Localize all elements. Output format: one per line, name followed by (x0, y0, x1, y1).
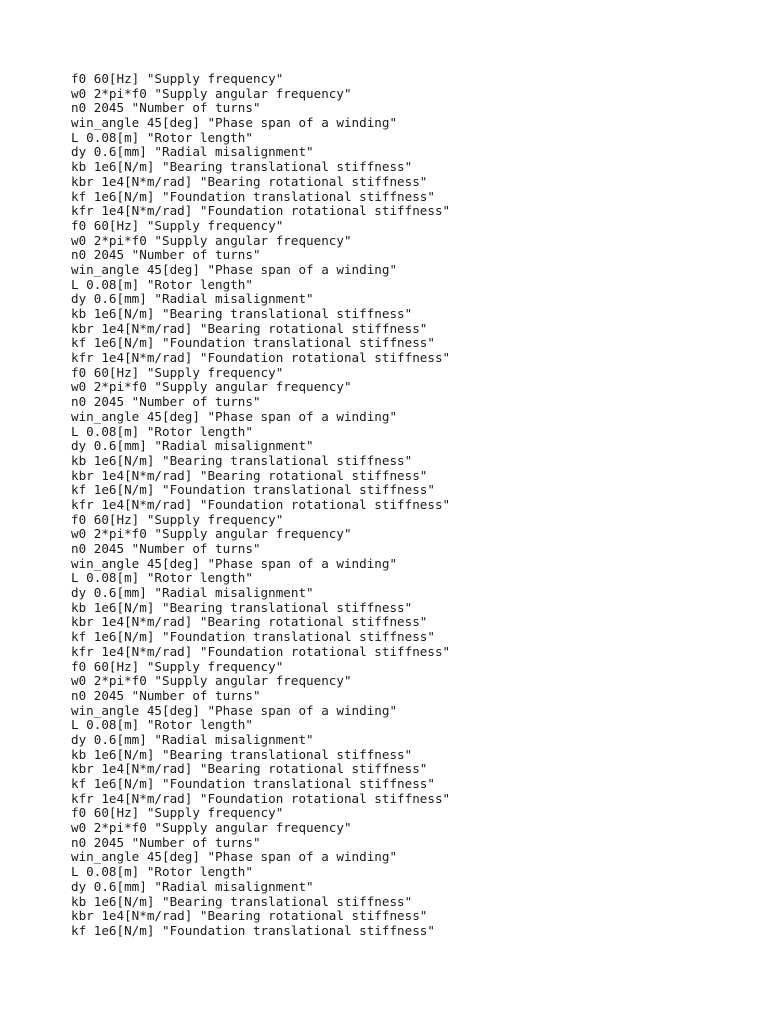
parameter-line: dy 0.6[mm] "Radial misalignment" (71, 438, 314, 454)
parameter-line: kfr 1e4[N*m/rad] "Foundation rotational stiffness" (71, 203, 451, 219)
parameter-line: kb 1e6[N/m] "Bearing translational stiffness" (71, 452, 413, 468)
parameter-line: win_angle 45[deg] "Phase span of a winding" (71, 555, 398, 571)
parameter-line: kfr 1e4[N*m/rad] "Foundation rotational stiffness" (71, 790, 451, 806)
parameter-line: kbr 1e4[N*m/rad] "Bearing rotational stiffness" (71, 467, 428, 483)
parameter-line: n0 2045 "Number of turns" (71, 100, 261, 116)
parameter-list (71, 72, 450, 939)
parameter-line: f0 60[Hz] "Supply frequency" (71, 658, 284, 674)
parameter-line: kf 1e6[N/m] "Foundation translational stiffness" (71, 335, 435, 351)
parameter-line: win_angle 45[deg] "Phase span of a winding" (71, 115, 398, 131)
parameter-line: dy 0.6[mm] "Radial misalignment" (71, 731, 314, 747)
parameter-line: kf 1e6[N/m] "Foundation translational stiffness" (71, 629, 435, 645)
parameter-line: f0 60[Hz] "Supply frequency" (71, 805, 284, 821)
parameter-line: kb 1e6[N/m] "Bearing translational stiffness" (71, 893, 413, 909)
parameter-line: kbr 1e4[N*m/rad] "Bearing rotational stiffness" (71, 173, 428, 189)
parameter-line: L 0.08[m] "Rotor length" (71, 423, 253, 439)
parameter-line: w0 2*pi*f0 "Supply angular frequency" (71, 232, 352, 248)
parameter-line: w0 2*pi*f0 "Supply angular frequency" (71, 526, 352, 542)
parameter-line: w0 2*pi*f0 "Supply angular frequency" (71, 85, 352, 101)
parameter-line: kf 1e6[N/m] "Foundation translational stiffness" (71, 922, 435, 938)
parameter-line: dy 0.6[mm] "Radial misalignment" (71, 585, 314, 601)
parameter-line: w0 2*pi*f0 "Supply angular frequency" (71, 673, 352, 689)
parameter-line: f0 60[Hz] "Supply frequency" (71, 71, 284, 86)
parameter-line: kfr 1e4[N*m/rad] "Foundation rotational stiffness" (71, 496, 451, 512)
parameter-line: w0 2*pi*f0 "Supply angular frequency" (71, 820, 352, 836)
parameter-line: L 0.08[m] "Rotor length" (71, 276, 253, 292)
parameter-line: kbr 1e4[N*m/rad] "Bearing rotational stiffness" (71, 761, 428, 777)
parameter-line: n0 2045 "Number of turns" (71, 834, 261, 850)
parameter-line: kf 1e6[N/m] "Foundation translational stiffness" (71, 776, 435, 791)
parameter-line: dy 0.6[mm] "Radial misalignment" (71, 291, 314, 307)
parameter-line: n0 2045 "Number of turns" (71, 394, 261, 410)
parameter-line: kb 1e6[N/m] "Bearing translational stiffness" (71, 159, 413, 175)
parameter-line: win_angle 45[deg] "Phase span of a winding" (71, 408, 398, 424)
parameter-line: kfr 1e4[N*m/rad] "Foundation rotational stiffness" (71, 643, 451, 659)
parameter-line: kfr 1e4[N*m/rad] "Foundation rotational stiffness" (71, 350, 451, 366)
parameter-line: kf 1e6[N/m] "Foundation translational stiffness" (71, 188, 435, 204)
parameter-line: kb 1e6[N/m] "Bearing translational stiffness" (71, 746, 413, 762)
parameter-line: w0 2*pi*f0 "Supply angular frequency" (71, 379, 352, 395)
parameter-line: win_angle 45[deg] "Phase span of a winding" (71, 849, 398, 865)
parameter-line: n0 2045 "Number of turns" (71, 541, 261, 556)
parameter-line: L 0.08[m] "Rotor length" (71, 570, 253, 586)
parameter-line: kb 1e6[N/m] "Bearing translational stiffness" (71, 599, 413, 615)
parameter-line: L 0.08[m] "Rotor length" (71, 864, 253, 880)
parameter-line: win_angle 45[deg] "Phase span of a winding" (71, 702, 398, 718)
parameter-line: L 0.08[m] "Rotor length" (71, 717, 253, 733)
parameter-line: kf 1e6[N/m] "Foundation translational stiffness" (71, 482, 435, 498)
parameter-line: n0 2045 "Number of turns" (71, 687, 261, 703)
parameter-line: f0 60[Hz] "Supply frequency" (71, 217, 284, 233)
parameter-line: kbr 1e4[N*m/rad] "Bearing rotational stiffness" (71, 908, 428, 924)
parameter-line: f0 60[Hz] "Supply frequency" (71, 364, 284, 380)
parameter-line: n0 2045 "Number of turns" (71, 247, 261, 263)
parameter-line: kbr 1e4[N*m/rad] "Bearing rotational stiffness" (71, 320, 428, 336)
parameter-line: f0 60[Hz] "Supply frequency" (71, 511, 284, 527)
parameter-line: dy 0.6[mm] "Radial misalignment" (71, 144, 314, 160)
parameter-line: kbr 1e4[N*m/rad] "Bearing rotational stiffness" (71, 614, 428, 630)
parameter-line: L 0.08[m] "Rotor length" (71, 129, 253, 145)
parameter-line: win_angle 45[deg] "Phase span of a winding" (71, 261, 398, 277)
parameter-line: dy 0.6[mm] "Radial misalignment" (71, 878, 314, 894)
parameter-line: kb 1e6[N/m] "Bearing translational stiffness" (71, 306, 413, 321)
